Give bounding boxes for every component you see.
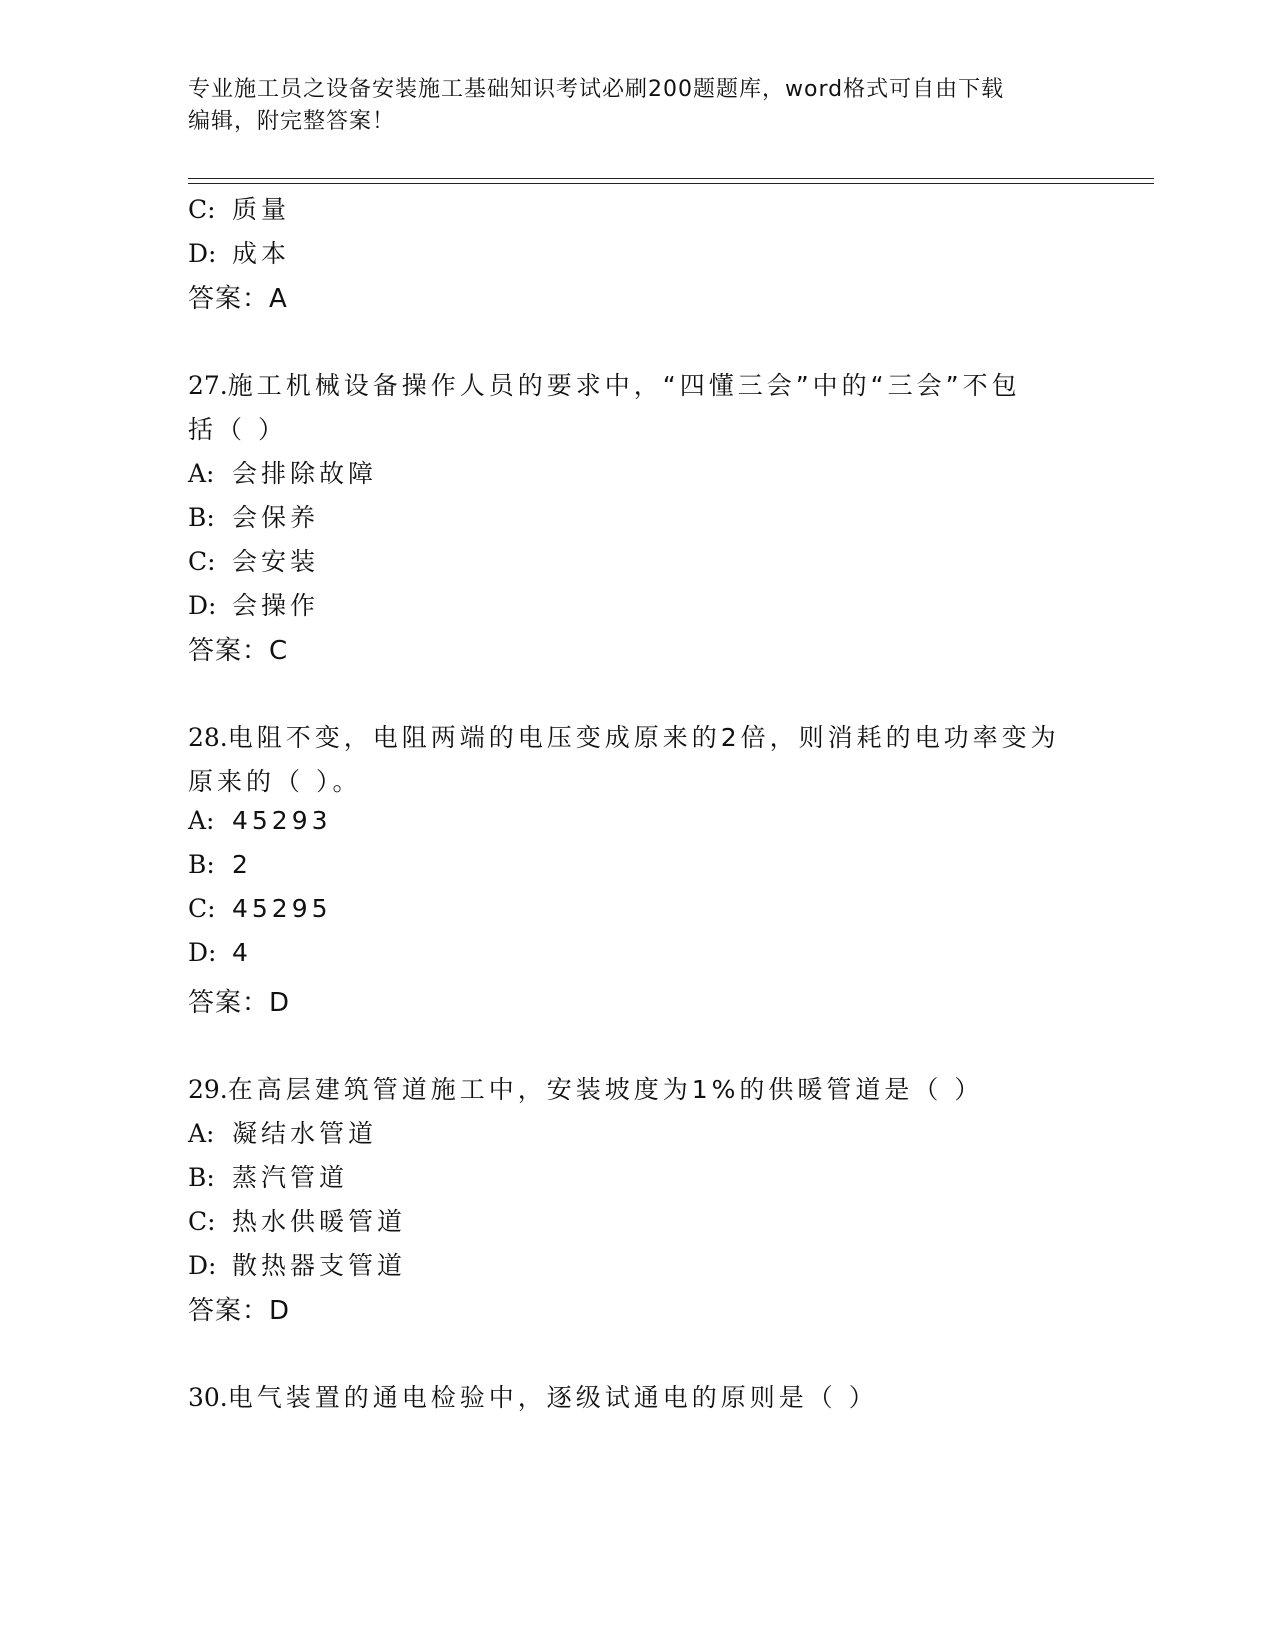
option-line bbox=[188, 498, 319, 534]
question-number: 30. bbox=[188, 1383, 228, 1412]
option-label: A: bbox=[188, 1119, 215, 1148]
option-label: C: bbox=[188, 547, 216, 576]
option-text: 热水供暖管道 bbox=[232, 1207, 407, 1236]
option-text: 4 bbox=[232, 938, 252, 967]
option-text: 45293 bbox=[232, 806, 332, 835]
option-label: D: bbox=[188, 591, 217, 620]
answer-line: 答案：C bbox=[188, 636, 289, 666]
option-line bbox=[188, 938, 252, 967]
question-27-line-2: 括（ ） bbox=[188, 415, 287, 444]
option-text: 质量 bbox=[232, 195, 291, 224]
question-text: 施工机械设备操作人员的要求中，“四懂三会”中的“三会”不包 bbox=[227, 371, 1021, 400]
option-text: 会安装 bbox=[232, 547, 320, 576]
option-line bbox=[188, 1114, 377, 1150]
option-label: B: bbox=[188, 850, 215, 879]
question-text: 在高层建筑管道施工中，安装坡度为1%的供暖管道是（ ） bbox=[227, 1075, 984, 1104]
question-28-line-1 bbox=[188, 718, 1060, 754]
option-text: 45295 bbox=[232, 894, 332, 923]
question-28-line-2: 原来的（ ）。 bbox=[188, 767, 362, 796]
option-line bbox=[188, 850, 252, 879]
option-text: 凝结水管道 bbox=[232, 1119, 378, 1148]
answer-line: 答案：A bbox=[188, 284, 288, 314]
option-text: 成本 bbox=[232, 239, 291, 268]
option-line bbox=[188, 586, 319, 622]
option-line bbox=[188, 542, 319, 578]
option-line bbox=[188, 234, 290, 270]
option-label: D: bbox=[188, 1251, 217, 1280]
option-label: B: bbox=[188, 1163, 215, 1192]
option-label: C: bbox=[188, 1207, 216, 1236]
question-number: 27. bbox=[188, 371, 228, 400]
option-label: B: bbox=[188, 503, 215, 532]
option-line bbox=[188, 1158, 348, 1194]
option-line bbox=[188, 454, 377, 490]
option-line bbox=[188, 1246, 406, 1282]
document-header bbox=[188, 74, 1088, 138]
option-label: C: bbox=[188, 894, 216, 923]
option-line bbox=[188, 190, 290, 226]
option-text: 会保养 bbox=[232, 503, 320, 532]
question-number: 28. bbox=[188, 723, 228, 752]
option-text: 会操作 bbox=[232, 591, 320, 620]
option-line bbox=[188, 894, 332, 923]
header-line-2: 编辑，附完整答案！ bbox=[188, 109, 396, 134]
question-text: 电气装置的通电检验中，逐级试通电的原则是（ ） bbox=[227, 1383, 878, 1412]
option-label: A: bbox=[188, 459, 215, 488]
option-text: 2 bbox=[232, 850, 252, 879]
option-text: 蒸汽管道 bbox=[232, 1163, 349, 1192]
question-27-line-1 bbox=[188, 366, 1021, 402]
header-divider-top bbox=[188, 178, 1154, 179]
header-line-1: 专业施工员之设备安装施工基础知识考试必刷200题题库，word格式可自由下载 bbox=[188, 77, 1005, 102]
header-divider-bottom bbox=[188, 183, 1154, 184]
question-number: 29. bbox=[188, 1075, 228, 1104]
question-29-line-1 bbox=[188, 1070, 983, 1106]
option-label: C: bbox=[188, 195, 216, 224]
option-label: A: bbox=[188, 806, 215, 835]
answer-line: 答案：D bbox=[188, 1296, 291, 1326]
question-30-line-1 bbox=[188, 1378, 878, 1414]
answer-line: 答案：D bbox=[188, 988, 291, 1018]
option-text: 散热器支管道 bbox=[232, 1251, 407, 1280]
question-text: 电阻不变，电阻两端的电压变成原来的2倍，则消耗的电功率变为 bbox=[227, 723, 1060, 752]
option-line bbox=[188, 806, 332, 835]
option-line bbox=[188, 1202, 406, 1238]
option-text: 会排除故障 bbox=[232, 459, 378, 488]
option-label: D: bbox=[188, 938, 217, 967]
option-label: D: bbox=[188, 239, 217, 268]
